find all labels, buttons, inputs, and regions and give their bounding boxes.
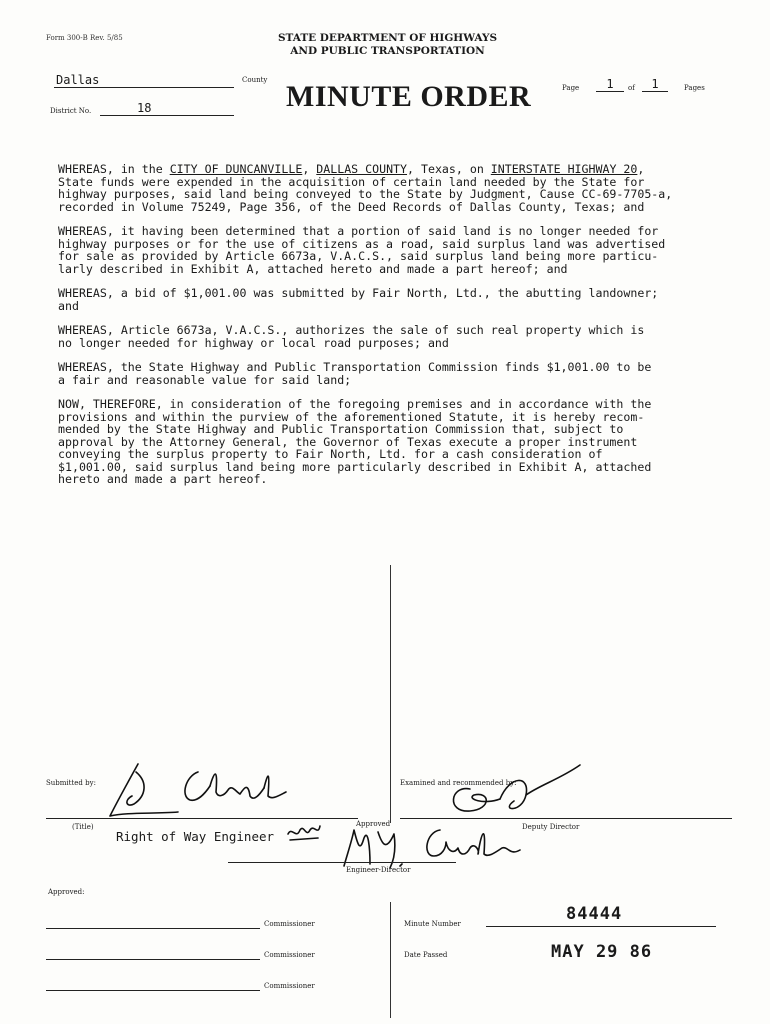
center-divider-upper bbox=[390, 565, 391, 823]
paragraph-1 bbox=[58, 163, 758, 213]
text-line: highway purposes, said land being conveyed to the State by Judgment, Cause CC-69-7705-a, bbox=[58, 187, 673, 201]
page-number: 1 bbox=[596, 77, 624, 92]
submitted-by-label: Submitted by: bbox=[46, 779, 96, 787]
title-label: (Title) bbox=[72, 823, 94, 831]
submitted-by-line bbox=[46, 818, 358, 819]
district-label: District No. bbox=[50, 107, 92, 115]
text-line: hereto and made a part hereof. bbox=[58, 472, 268, 486]
department-heading bbox=[255, 32, 520, 58]
text-run: , bbox=[637, 162, 645, 176]
text-line: provisions and within the purview of the aforementioned Statute, it is hereby recom- bbox=[58, 409, 645, 424]
county-value: Dallas bbox=[56, 73, 100, 87]
commissioner-line-3 bbox=[46, 990, 260, 991]
minute-number-value: 84444 bbox=[566, 904, 623, 924]
paragraph-3 bbox=[58, 287, 758, 312]
highway-name: INTERSTATE HIGHWAY 20 bbox=[490, 162, 638, 176]
total-pages: 1 bbox=[642, 77, 668, 92]
text-line: a fair and reasonable value for said land; bbox=[58, 372, 352, 387]
text-line: WHEREAS, Article 6673a, V.A.C.S., authorizes the sale of such real property which is bbox=[58, 323, 645, 337]
commissioner-label-1: Commissioner bbox=[264, 920, 315, 928]
paragraph-6 bbox=[58, 398, 758, 486]
city-name: CITY OF DUNCANVILLE bbox=[169, 162, 303, 176]
commissioner-label-3: Commissioner bbox=[264, 982, 315, 990]
minute-number-line bbox=[486, 926, 716, 927]
county-line bbox=[54, 87, 234, 88]
order-body bbox=[58, 163, 758, 498]
engineer-director-label: Engineer-Director bbox=[346, 866, 411, 874]
text-line: no longer needed for highway or local road purposes; and bbox=[58, 335, 449, 350]
text-line: $1,001.00, said surplus land being more particularly described in Exhibit A, attached bbox=[58, 459, 652, 474]
date-passed-label: Date Passed bbox=[404, 951, 448, 959]
text-line: recorded in Volume 75249, Page 356, of the Deed Records of Dallas County, Texas; and bbox=[58, 199, 645, 214]
text-line: highway purposes or for the use of citizens as a road, said surplus land was advertised bbox=[58, 236, 666, 251]
text-line: WHEREAS, it having been determined that a portion of said land is no longer needed for bbox=[58, 224, 659, 238]
title-value: Right of Way Engineer bbox=[116, 829, 275, 844]
paragraph-4 bbox=[58, 324, 758, 349]
text-line: conveying the surplus property to Fair North, Ltd. for a cash consideration of bbox=[58, 447, 603, 461]
engineer-director-signature bbox=[330, 812, 530, 874]
approved-bottom-label: Approved: bbox=[48, 888, 85, 896]
submitter-signature bbox=[98, 752, 298, 824]
department-line-2: AND PUBLIC TRANSPORTATION bbox=[290, 45, 485, 57]
text-line: and bbox=[58, 298, 79, 313]
text-run: , Texas, on bbox=[407, 162, 491, 176]
county-label: County bbox=[242, 76, 268, 84]
text-run: , bbox=[302, 162, 317, 176]
deputy-director-label: Deputy Director bbox=[522, 823, 580, 831]
commissioner-label-2: Commissioner bbox=[264, 951, 315, 959]
department-line-1: STATE DEPARTMENT OF HIGHWAYS bbox=[277, 32, 498, 44]
engineer-director-line bbox=[228, 862, 456, 863]
page-label: Page bbox=[562, 84, 580, 92]
initials-mark bbox=[284, 820, 324, 850]
of-label: of bbox=[628, 84, 635, 92]
text-line: approval by the Attorney General, the Governor of Texas execute a proper instrument bbox=[58, 434, 638, 449]
text-line: NOW, THEREFORE, in consideration of the foregoing premises and in accordance with the bbox=[58, 397, 652, 411]
approved-label: Approved bbox=[356, 820, 391, 828]
text-line: State funds were expended in the acquisition of certain land needed by the State for bbox=[58, 174, 645, 189]
text-run: WHEREAS, in the bbox=[58, 162, 170, 176]
text-line: WHEREAS, the State Highway and Public Transportation Commission finds $1,001.00 to be bbox=[58, 360, 652, 374]
district-value: 18 bbox=[137, 101, 152, 115]
text-line: for sale as provided by Article 6673a, V.A.C.S., said surplus land being more particu- bbox=[58, 249, 659, 263]
center-divider-lower bbox=[390, 902, 391, 1018]
paragraph-2 bbox=[58, 225, 758, 275]
form-number: Form 300-B Rev. 5/85 bbox=[46, 34, 123, 42]
paragraph-5 bbox=[58, 361, 758, 386]
pages-label: Pages bbox=[684, 84, 705, 92]
examined-label: Examined and recommended by: bbox=[400, 779, 517, 787]
commissioner-line-1 bbox=[46, 928, 260, 929]
document-title: MINUTE ORDER bbox=[286, 80, 532, 113]
commissioner-line-2 bbox=[46, 959, 260, 960]
text-line: mended by the State Highway and Public Transportation Commission that, subject to bbox=[58, 422, 624, 436]
district-line bbox=[100, 115, 234, 116]
county-name: DALLAS COUNTY bbox=[316, 162, 408, 176]
minute-number-label: Minute Number bbox=[404, 920, 461, 928]
date-passed-value: MAY 29 86 bbox=[551, 942, 653, 962]
text-line: WHEREAS, a bid of $1,001.00 was submitted by Fair North, Ltd., the abutting landowner; bbox=[58, 286, 659, 300]
text-line: larly described in Exhibit A, attached hereto and made a part hereof; and bbox=[58, 261, 568, 276]
